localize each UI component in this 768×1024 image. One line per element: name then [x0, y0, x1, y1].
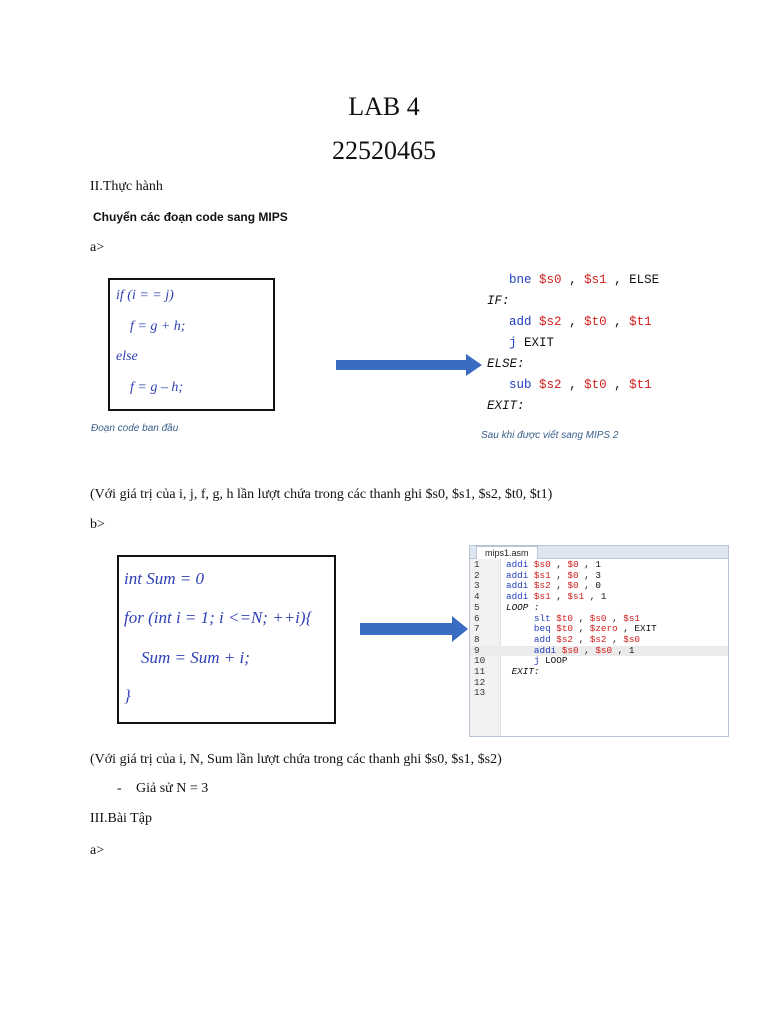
code-token: $s1 [533, 591, 551, 603]
code-token: $s0 [595, 644, 613, 656]
code-token: , [550, 569, 568, 581]
code-opcode: addi [506, 580, 529, 592]
code-token: 1 [595, 559, 601, 570]
source-line: f = g + h; [130, 319, 186, 334]
source-line: if (i = = j) [116, 288, 174, 303]
code-token: $t0 [556, 623, 573, 635]
code-token: , [550, 580, 568, 592]
right-arrow-icon [358, 616, 470, 642]
code-text [506, 667, 540, 678]
line-number: 2 [474, 569, 480, 581]
source-line: Sum = Sum + i; [141, 648, 250, 667]
student-id: 22520465 [332, 136, 436, 165]
mips-line: j EXIT [509, 336, 555, 350]
code-opcode: addi [506, 591, 529, 603]
code-token: , [573, 612, 590, 624]
code-token: , [578, 580, 596, 592]
line-number: 3 [474, 580, 480, 592]
code-opcode: slt [533, 612, 551, 624]
code-token: $s2 [556, 633, 573, 645]
code-indent [506, 613, 534, 624]
code-indent [506, 634, 534, 645]
code-opcode: addi [533, 644, 557, 656]
mips-listing-a [487, 273, 660, 413]
line-number: 1 [474, 559, 480, 570]
code-token: , [606, 612, 624, 624]
code-indent [506, 645, 534, 656]
subheading: Chuyển các đoạn code sang MIPS [93, 210, 288, 224]
source-line: else [116, 349, 138, 364]
line-number: 4 [474, 591, 480, 603]
code-token: $s1 [623, 612, 640, 624]
line-number: 9 [474, 644, 480, 656]
code-token: 0 [595, 580, 601, 592]
code-token: $s1 [533, 569, 551, 581]
part-a-label: a> [90, 240, 105, 255]
code-token: , [606, 633, 624, 645]
code-token: $zero [589, 623, 618, 635]
code-token: $s1 [567, 591, 585, 603]
code-token: EXIT [634, 623, 657, 635]
line-number: 13 [474, 687, 486, 699]
code-token: EXIT: [511, 666, 540, 677]
code-indent [506, 655, 534, 666]
code-opcode: add [533, 633, 551, 645]
section-practice-heading: II.Thực hành [90, 179, 163, 194]
code-indent [506, 623, 534, 634]
code-token: $s0 [561, 644, 579, 656]
code-token: , [550, 591, 568, 603]
code-token: , [578, 569, 596, 581]
editor-line [470, 688, 728, 699]
mips-line: add $s2 , $t0 , $t1 [509, 315, 652, 329]
code-token: 1 [628, 644, 635, 656]
mips-label: EXIT: [487, 399, 525, 413]
code-opcode: addi [506, 559, 529, 570]
code-opcode: j [533, 655, 540, 667]
source-line: for (int i = 1; i <=N; ++i){ [124, 608, 313, 627]
code-token: LOOP [545, 655, 568, 667]
source-code-box-a [108, 278, 275, 411]
part-b-label: b> [90, 517, 105, 532]
editor-line [470, 678, 728, 689]
editor-line [470, 667, 728, 678]
code-token: $s0 [533, 559, 551, 570]
code-token: $0 [567, 580, 579, 592]
code-token: $s2 [533, 580, 551, 592]
code-token: , [612, 644, 629, 656]
line-number: 6 [474, 612, 480, 624]
editor-tab-bar [470, 546, 728, 559]
mips-label: IF: [487, 294, 510, 308]
source-line: int Sum = 0 [124, 569, 204, 588]
source-line: f = g – h; [130, 380, 183, 395]
line-number: 10 [474, 655, 486, 667]
section-exercise-heading: III.Bài Tập [90, 811, 152, 826]
code-token: $t0 [556, 612, 573, 624]
line-number: 11 [474, 666, 486, 677]
code-opcode: addi [506, 569, 529, 581]
caption-original-code: Đoạn code ban đầu [91, 423, 179, 434]
source-line: } [124, 686, 131, 705]
bullet-text: Giả sử N = 3 [136, 781, 209, 796]
mips-line: bne $s0 , $s1 , ELSE [509, 273, 660, 287]
bullet-dash: - [117, 781, 122, 796]
line-number: 12 [474, 676, 486, 688]
register-note-b: (Với giá trị của i, N, Sum lần lượt chứa trong các thanh ghi $s0, $s1, $s2) [90, 752, 502, 767]
code-token: , [617, 623, 635, 635]
code-token: , [584, 591, 601, 603]
code-editor [469, 545, 729, 737]
code-token: 3 [595, 569, 601, 581]
code-token: , [573, 623, 590, 635]
page-title: LAB 4 [348, 92, 420, 121]
code-token: 1 [600, 591, 607, 603]
line-number: 7 [474, 623, 480, 635]
caption-mips-code: Sau khi được viết sang MIPS 2 [481, 430, 619, 441]
code-token: $0 [567, 569, 579, 581]
code-token: , [578, 644, 596, 656]
code-token: $s0 [589, 612, 607, 624]
right-arrow-icon [334, 353, 484, 377]
editor-tab[interactable]: mips1.asm [476, 546, 538, 559]
code-token: $s0 [623, 633, 640, 645]
register-note-a: (Với giá trị của i, j, f, g, h lần lượt chứa trong các thanh ghi $s0, $s1, $s2, $t0, $t1) [90, 487, 553, 502]
code-token: , [578, 559, 596, 570]
code-token: $0 [567, 559, 579, 570]
code-token: , [550, 559, 568, 570]
code-opcode: beq [533, 623, 551, 635]
line-number: 8 [474, 633, 480, 645]
mips-line: sub $s2 , $t0 , $t1 [509, 378, 652, 392]
line-number: 5 [474, 601, 480, 613]
mips-label: ELSE: [487, 357, 525, 371]
part-a2-label: a> [90, 843, 105, 858]
code-token: , [573, 633, 590, 645]
code-token: $s2 [589, 633, 607, 645]
source-code-box-b [117, 555, 336, 724]
code-token: LOOP : [506, 601, 540, 613]
